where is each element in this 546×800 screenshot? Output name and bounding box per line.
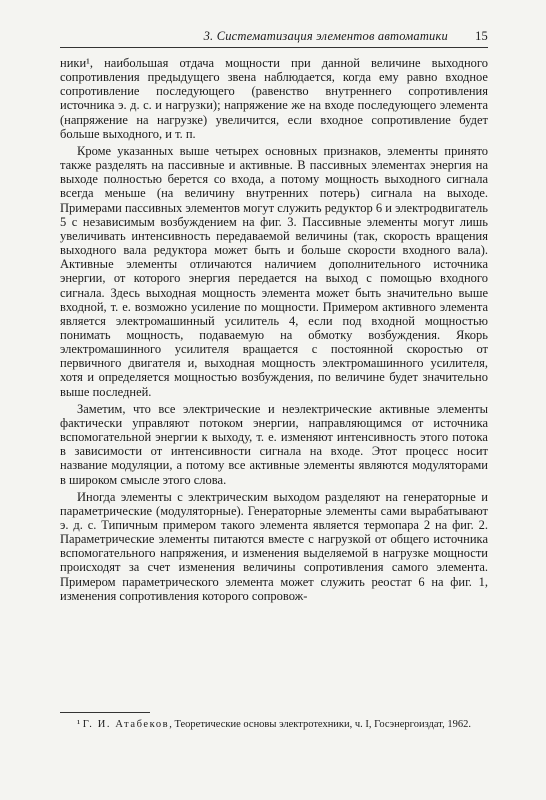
paragraph-3: Заметим, что все электрические и неэлектрические активные элементы фактически управляют потоком энергии, направляющимся от источника вспомогательной энергии к выходу, т. е. изменяют интенсивность этого потока в зависимости от интенсивности сигнала на входе. Этот процесс носит название модуляции, а потому все активные элементы являются модуляторами в широком смысле этого слова. bbox=[60, 401, 488, 487]
page-number: 15 bbox=[475, 29, 488, 43]
footnote-marker: ¹ bbox=[77, 719, 81, 730]
footnote-text: , Теоретические основы электротехники, ч. I, Госэнергоиздат, 1962. bbox=[169, 719, 471, 730]
paragraph-2: Кроме указанных выше четырех основных признаков, элементы принято также разделять на пассивные и активные. В пассивных элементах энергия на выходе полностью берется со входа, а потому мощность выходного сигнала всегда меньше (на величину внутренних потерь) сигнала на выходе. Примерами пассивных элементов могут служить редуктор 6 и электродвигатель 5 с независимым возбуждением на фиг. 3. Пассивные элементы могут лишь увеличивать интенсивность передаваемой величины (так, скорость вращения выходного вала редуктора может быть и больше скорости входного вала). Активные элементы отличаются наличием дополнительного источника энергии, от которого энергия передается на выход с помощью входного сигнала. Здесь выходная мощность элемента может быть значительно выше входной, т. е. возможно усиление по мощности. Примером активного элемента является электромашинный усилитель 4, если под входной мощностью понимать мощность, подаваемую на обмотку возбуждения. Якорь электромашинного усилителя вращается с постоянной скоростью от первичного двигателя и, выходная мощность электромашинного усилителя, хотя и определяется мощностью возбуждения, по величине будет значительно выше последней. bbox=[60, 143, 488, 399]
running-header bbox=[60, 29, 488, 47]
footnote-author: Г. И. Атабеков bbox=[82, 719, 170, 730]
footnote-rule bbox=[60, 712, 150, 713]
paragraph-4: Иногда элементы с электрическим выходом разделяют на генераторные и параметрические (модуляторные). Генераторные элементы сами вырабатывают э. д. с. Типичным примером такого элемента является термопара 2 на фиг. 2. Параметрические элементы питаются вместе с нагрузкой от общего источника вспомогательного напряжения, и изменения выделяемой в нагрузке мощности происходят за счет изменения величины сопротивления самого элемента. Примером параметрического элемента может служить реостат 6 на фиг. 1, изменения сопротивления которого сопровож- bbox=[60, 489, 488, 603]
running-title: 3. Систематизация элементов автоматики bbox=[203, 29, 448, 43]
header-rule bbox=[60, 47, 488, 48]
footnote bbox=[60, 718, 488, 731]
paragraph-1: ники¹, наибольшая отдача мощности при данной величине выходного сопротивления предыдущего звена наблюдается, когда ему равно входное сопротивление последующего (равенство внутреннего сопротивления источника э. д. с. и нагрузки); напряжение же на входе последующего элемента (напряжение на нагрузке) увеличится, если входное сопротивление будет больше выходного, и т. п. bbox=[60, 56, 488, 141]
body-text bbox=[60, 56, 488, 606]
